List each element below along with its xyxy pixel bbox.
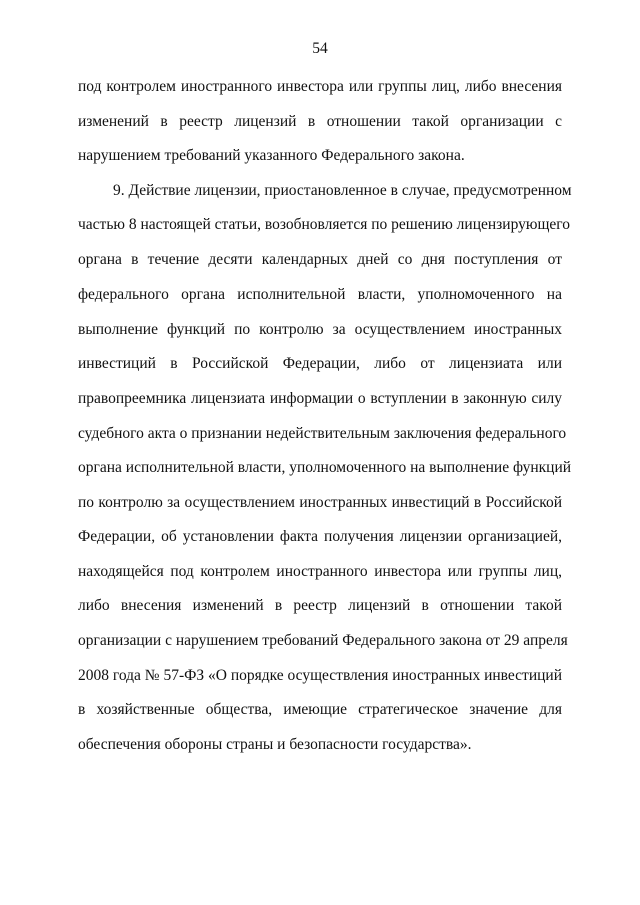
text-line: изменений в реестр лицензий в отношении такой организации с [78,113,562,130]
text-line: либо внесения изменений в реестр лицензий в отношении такой [78,597,562,614]
paragraph-first-line: 9. Действие лицензии, приостановленное в случае, предусмотренном [113,182,572,199]
text-line: под контролем иностранного инвестора или группы лиц, либо внесения [78,78,562,95]
text-line: частью 8 настоящей статьи, возобновляется по решению лицензирующего [78,216,570,233]
text-line: правопреемника лицензиата информации о вступлении в законную силу [78,390,562,407]
text-line: находящейся под контролем иностранного инвестора или группы лиц, [78,563,562,580]
text-line: организации с нарушением требований Федерального закона от 29 апреля [78,632,568,649]
text-line: выполнение функций по контролю за осуществлением иностранных [78,321,562,338]
text-line: обеспечения обороны страны и безопасности государства». [78,736,472,753]
text-line: в хозяйственные общества, имеющие стратегическое значение для [78,701,562,718]
text-line: инвестиций в Российской Федерации, либо от лицензиата или [78,355,562,372]
text-line: Федерации, об установлении факта получения лицензии организацией, [78,528,562,545]
text-line: 2008 года № 57-ФЗ «О порядке осуществления иностранных инвестиций [78,667,563,684]
text-line: органа в течение десяти календарных дней со дня поступления от [78,251,562,268]
text-line: органа исполнительной власти, уполномоченного на выполнение функций [78,459,572,476]
text-line: нарушением требований указанного Федерального закона. [78,147,465,164]
page-number: 54 [312,40,328,57]
text-line: судебного акта о признании недействительным заключения федерального [78,425,567,442]
text-line: федерального органа исполнительной власти, уполномоченного на [78,286,562,303]
text-line: по контролю за осуществлением иностранных инвестиций в Российской [78,494,562,511]
